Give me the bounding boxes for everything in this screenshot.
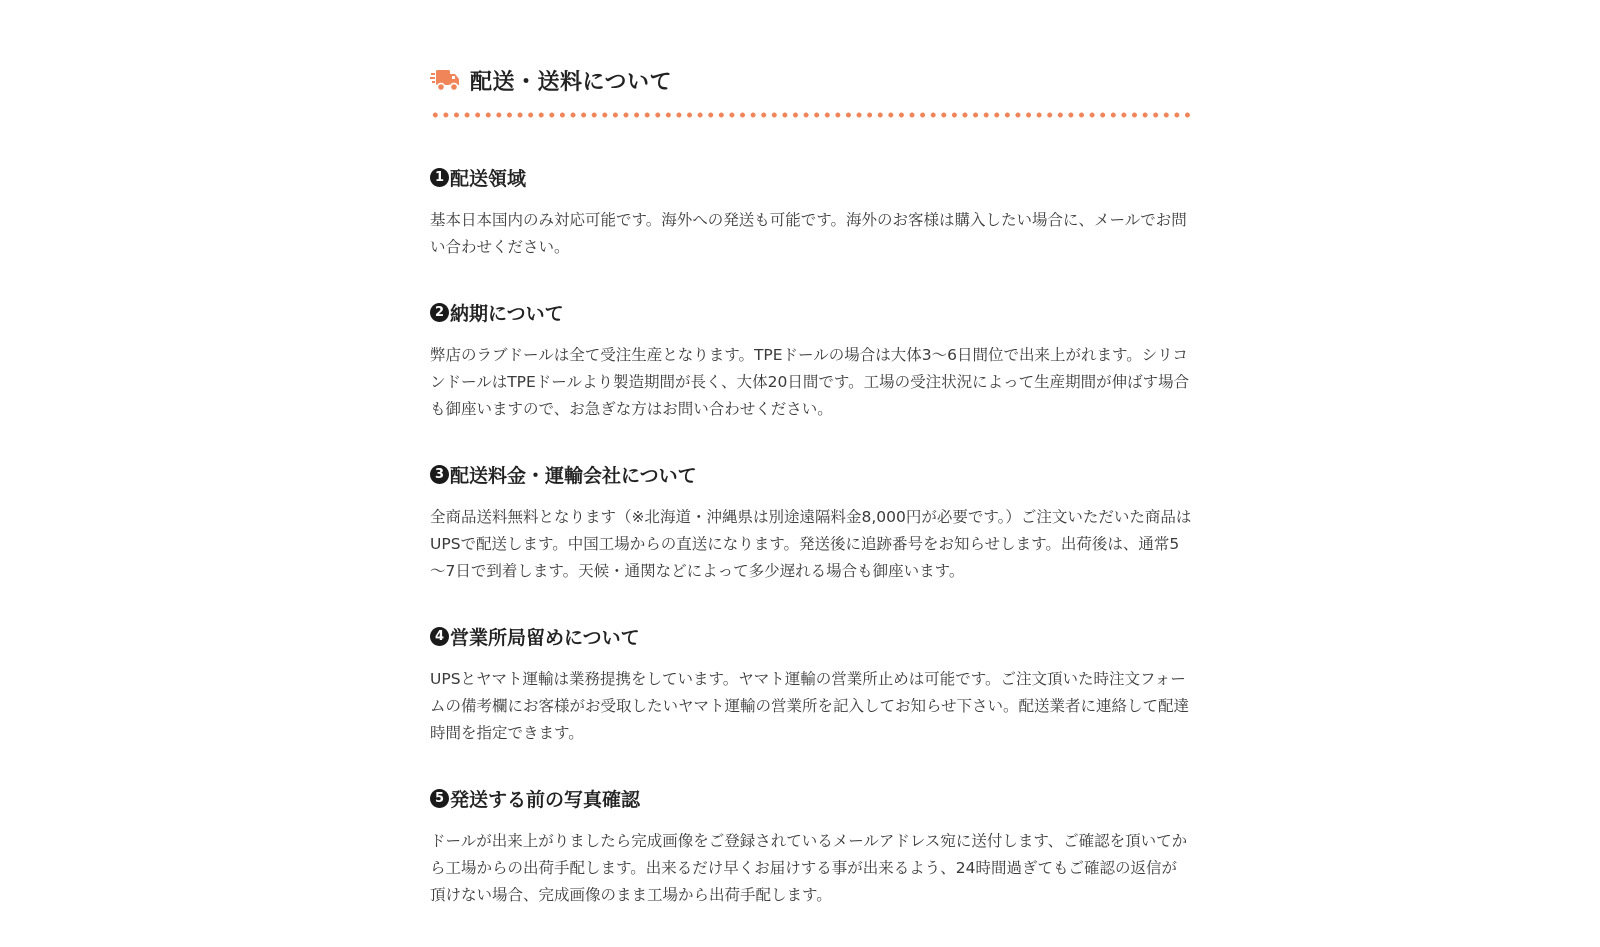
section-heading	[430, 785, 1192, 811]
section-heading	[430, 461, 1192, 487]
number-badge: 1	[430, 168, 449, 187]
number-badge: 3	[430, 465, 449, 484]
section-heading	[430, 164, 1192, 190]
section-title: 発送する前の写真確認	[450, 788, 641, 811]
number-badge: 5	[430, 789, 449, 808]
shipping-info-article	[430, 58, 1192, 947]
section-title: 配送料金・運輸会社について	[450, 464, 697, 487]
number-badge: 2	[430, 303, 449, 322]
sections-list	[430, 164, 1192, 909]
number-badge: 4	[430, 627, 449, 646]
section-delivery-area	[430, 164, 1192, 261]
section-heading	[430, 623, 1192, 649]
section-body: 全商品送料無料となります（※北海道・沖縄県は別途遠隔料金8,000円が必要です。）ご注文いただいた商品はUPSで配送します。中国工場からの直送になります。発送後に追跡番号をお知らせします。出荷後は、通常5～7日で到着します。天候・通関などによって多少遅れる場合も御座います。	[430, 508, 1192, 580]
section-shipping-fee	[430, 461, 1192, 585]
section-photo-check	[430, 785, 1192, 909]
section-title: 営業所局留めについて	[450, 626, 640, 649]
section-title: 配送領域	[450, 167, 527, 190]
section-office-pickup	[430, 623, 1192, 747]
section-heading	[430, 299, 1192, 325]
page-header	[430, 58, 1192, 102]
dotted-divider	[430, 112, 1192, 118]
truck-icon	[430, 67, 460, 93]
section-delivery-time	[430, 299, 1192, 423]
section-body: 弊店のラブドールは全て受注生産となります。TPEドールの場合は大体3～6日間位で出来上がれます。シリコンドールはTPEドールより製造期間が長く、大体20日間です。工場の受注状況によって生産期間が伸ばす場合も御座いますので、お急ぎな方はお問い合わせください。	[430, 346, 1190, 418]
page-title: 配送・送料について	[470, 69, 673, 95]
section-body: ドールが出来上がりましたら完成画像をご登録されているメールアドレス宛に送付します、ご確認を頂いてから工場からの出荷手配します。出来るだけ早くお届けする事が出来るよう、24時間過ぎてもご確認の返信が頂けない場合、完成画像のまま工場から出荷手配します。	[430, 832, 1188, 904]
section-body: 基本日本国内のみ対応可能です。海外への発送も可能です。海外のお客様は購入したい場合に、メールでお問い合わせください。	[430, 211, 1187, 256]
section-body: UPSとヤマト運輸は業務提携をしています。ヤマト運輸の営業所止めは可能です。ご注文頂いた時注文フォームの備考欄にお客様がお受取したいヤマト運輸の営業所を記入してお知らせ下さい。配送業者に連絡して配達時間を指定できます。	[430, 670, 1190, 742]
section-title: 納期について	[450, 302, 564, 325]
